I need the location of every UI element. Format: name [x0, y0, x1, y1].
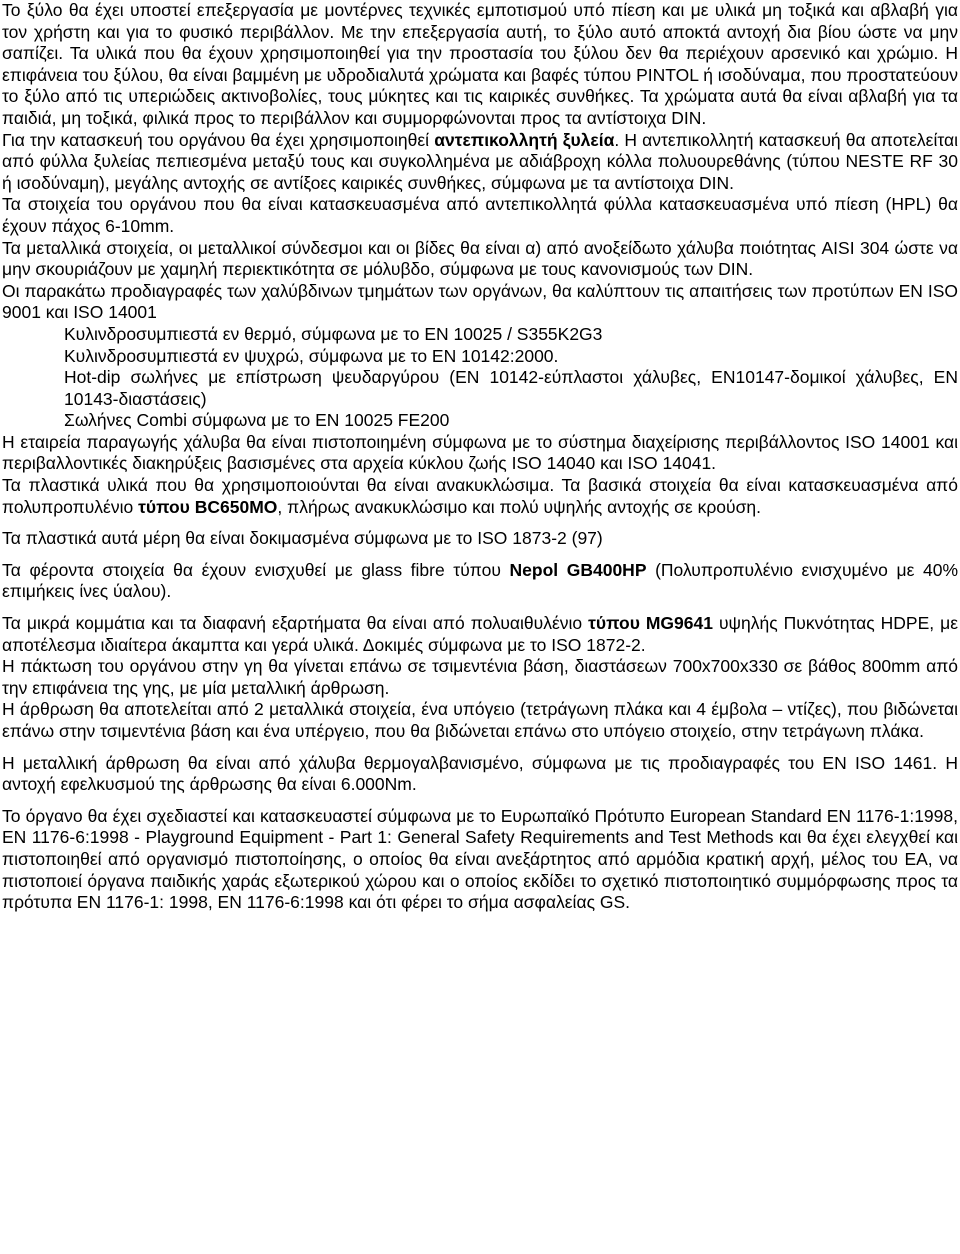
spec-list-item: Hot-dip σωλήνες με επίστρωση ψευδαργύρου (EN 10142-εύπλαστοι χάλυβες, EN10147-δομικοί χάλυβες, EN 10143-διαστάσεις)	[64, 367, 958, 409]
paragraph-plastic-testing: Τα πλαστικά αυτά μέρη θα είναι δοκιμασμένα σύμφωνα με το ISO 1873-2 (97)	[2, 528, 603, 549]
paragraph-standards: Το όργανο θα έχει σχεδιαστεί και κατασκευαστεί σύμφωνα με το Ευρωπαϊκό Πρότυπο European Standard EN 1176-1:1998, EN 1176-6:1998 - Playground Equipment - Part 1: General Safety Requirements and Test Methods και θα έχει ελεγχθεί και πιστοποιηθεί από οργανισμό πιστοποίησης, ο οποίος θα είναι ανεξάρτητος από αρμόδια κρατική αρχή, μέλος του ΕΑ, να πιστοποιεί όργανα παιδικής χαράς εξωτερικού χώρου και ο οποίος εκδίδει το σχετικό πιστοποιητικό συμμόρφωσης προς τα πρότυπα EN 1176-1: 1998, EN 1176-6:1998 και ότι φέρει το σήμα ασφαλείας GS.	[2, 805, 958, 913]
paragraph-wood-treatment: Το ξύλο θα έχει υποστεί επεξεργασία με μοντέρνες τεχνικές εμποτισμού υπό πίεση και με υλικά μη τοξικά και αβλαβή για τον χρήστη και για το φυσικό περιβάλλον. Με την επεξεργασία αυτή, το ξύλο αυτό αποκτά αντοχή δια βίου ώστε να μην σαπίζει. Τα υλικά που θα έχουν χρησιμοποιηθεί για την προστασία του ξύλου δεν θα περιέχουν αρσενικό και χρώμιο. Η επιφάνεια του ξύλου, θα είναι βαμμένη με υδροδιαλυτά χρώματα και βαφές τύπου PINTOL ή ισοδύναμα, που προστατεύουν το ξύλο από τις υπεριώδεις ακτινοβολίες, τους μύκητες και τις καιρικές συνθήκες. Τα χρώματα αυτά θα είναι αβλαβή για τα παιδιά, μη τοξικά, φιλικά προς το περιβάλλον και συμμορφώνονται προς τα αντίστοιχα DIN.	[2, 0, 958, 128]
paragraph-galvanized-joint: Η μεταλλική άρθρωση θα είναι από χάλυβα θερμογαλβανισμένο, σύμφωνα με τις προδιαγραφές του EN ISO 1461. Η αντοχή εφελκυσμού της άρθρωσης θα είναι 6.000Nm.	[2, 752, 958, 795]
paragraph-hpl: Τα στοιχεία του οργάνου που θα είναι κατασκευασμένα από αντεπικολλητά φύλλα κατασκευασμένα υπό πίεση (HPL) θα έχουν πάχος 6-10mm.	[2, 194, 958, 236]
paragraph-steel-certification: Η εταιρεία παραγωγής χάλυβα θα είναι πιστοποιημένη σύμφωνα με το σύστημα διαχείρισης περιβάλλοντος ISO 14001 και περιβαλλοντικές διακηρύξεις βασισμένες στα αρχεία κύκλου ζωής ISO 14040 και ISO 14041.	[2, 431, 958, 474]
bold-term: τύπου BC650MO	[138, 496, 278, 517]
paragraph-plastics: Τα πλαστικά υλικά που θα χρησιμοποιούνται θα είναι ανακυκλώσιμα. Τα βασικά στοιχεία θα είναι κατασκευασμένα από πολυπροπυλένιο τύπου BC650MO, πλήρως ανακυκλώσιμο και πολύ υψηλής αντοχής σε κρούση.	[2, 475, 958, 517]
paragraph-foundation: Η πάκτωση του οργάνου στην γη θα γίνεται επάνω σε τσιμεντένια βάση, διαστάσεων 700x700x330 σε βάθος 800mm από την επιφάνεια της γης, με μία μεταλλική άρθρωση.	[2, 656, 958, 698]
paragraph-steel-specs: Οι παρακάτω προδιαγραφές των χαλύβδινων τμημάτων των οργάνων, θα καλύπτουν τις απαιτήσεις των προτύπων EN ISO 9001 και ISO 14001	[2, 280, 958, 323]
spec-list-item: Κυλινδροσυμπιεστά εν θερμό, σύμφωνα με το EN 10025 / S355K2G3	[64, 323, 603, 344]
paragraph-hdpe: Τα μικρά κομμάτια και τα διαφανή εξαρτήματα θα είναι από πολυαιθυλένιο τύπου MG9641 υψηλής Πυκνότητας HDPE, με αποτέλεσμα ιδιαίτερα άκαμπτα και γερά υλικά. Δοκιμές σύμφωνα με το ISO 1872-2.	[2, 613, 959, 655]
bold-term: Nepol GB400HP	[509, 559, 647, 580]
paragraph-glass-fibre: Τα φέροντα στοιχεία θα έχουν ενισχυθεί με glass fibre τύπου Nepol GB400HP (Πολυπροπυλένιο ενισχυμένο με 40% επιμήκεις ίνες ύαλου).	[2, 559, 959, 602]
paragraph-plywood: Για την κατασκευή του οργάνου θα έχει χρησιμοποιηθεί αντεπικολλητή ξυλεία. Η αντεπικολλητή κατασκευή θα αποτελείται από φύλλα ξυλείας πεπιεσμένα μεταξύ τους και συγκολλημένα με αδιάβροχη κόλλα πολυουρεθάνης (τύπου NESTE RF 30 ή ισοδύναμη), μεγάλης αντοχής σε αντίξοες καιρικές συνθήκες, σύμφωνα με τα αντίστοιχα DIN.	[2, 129, 958, 193]
bold-term: τύπου MG9641	[588, 613, 713, 634]
paragraph-metal-parts: Τα μεταλλικά στοιχεία, οι μεταλλικοί σύνδεσμοι και οι βίδες θα είναι α) από ανοξείδωτο χάλυβα ποιότητας AISI 304 ώστε να μην σκουριάζουν με χαμηλή περιεκτικότητα σε μόλυβδο, σύμφωνα με τους κανονισμούς των DIN.	[2, 237, 958, 280]
bold-term: αντεπικολλητή ξυλεία	[434, 129, 615, 150]
paragraph-joint: Η άρθρωση θα αποτελείται από 2 μεταλλικά στοιχεία, ένα υπόγειο (τετράγωνη πλάκα και 4 έμβολα – ντίζες), που βιδώνεται επάνω στην τσιμεντένια βάση και ένα υπέργειο, που θα βιδώνεται επάνω στο υπόγειο στοιχείο, στην τετράγωνη πλάκα.	[2, 699, 958, 741]
spec-list-item: Σωλήνες Combi σύμφωνα με το EN 10025 FE200	[64, 410, 450, 431]
spec-list-item: Κυλινδροσυμπιεστά εν ψυχρώ, σύμφωνα με το EN 10142:2000.	[64, 345, 559, 366]
